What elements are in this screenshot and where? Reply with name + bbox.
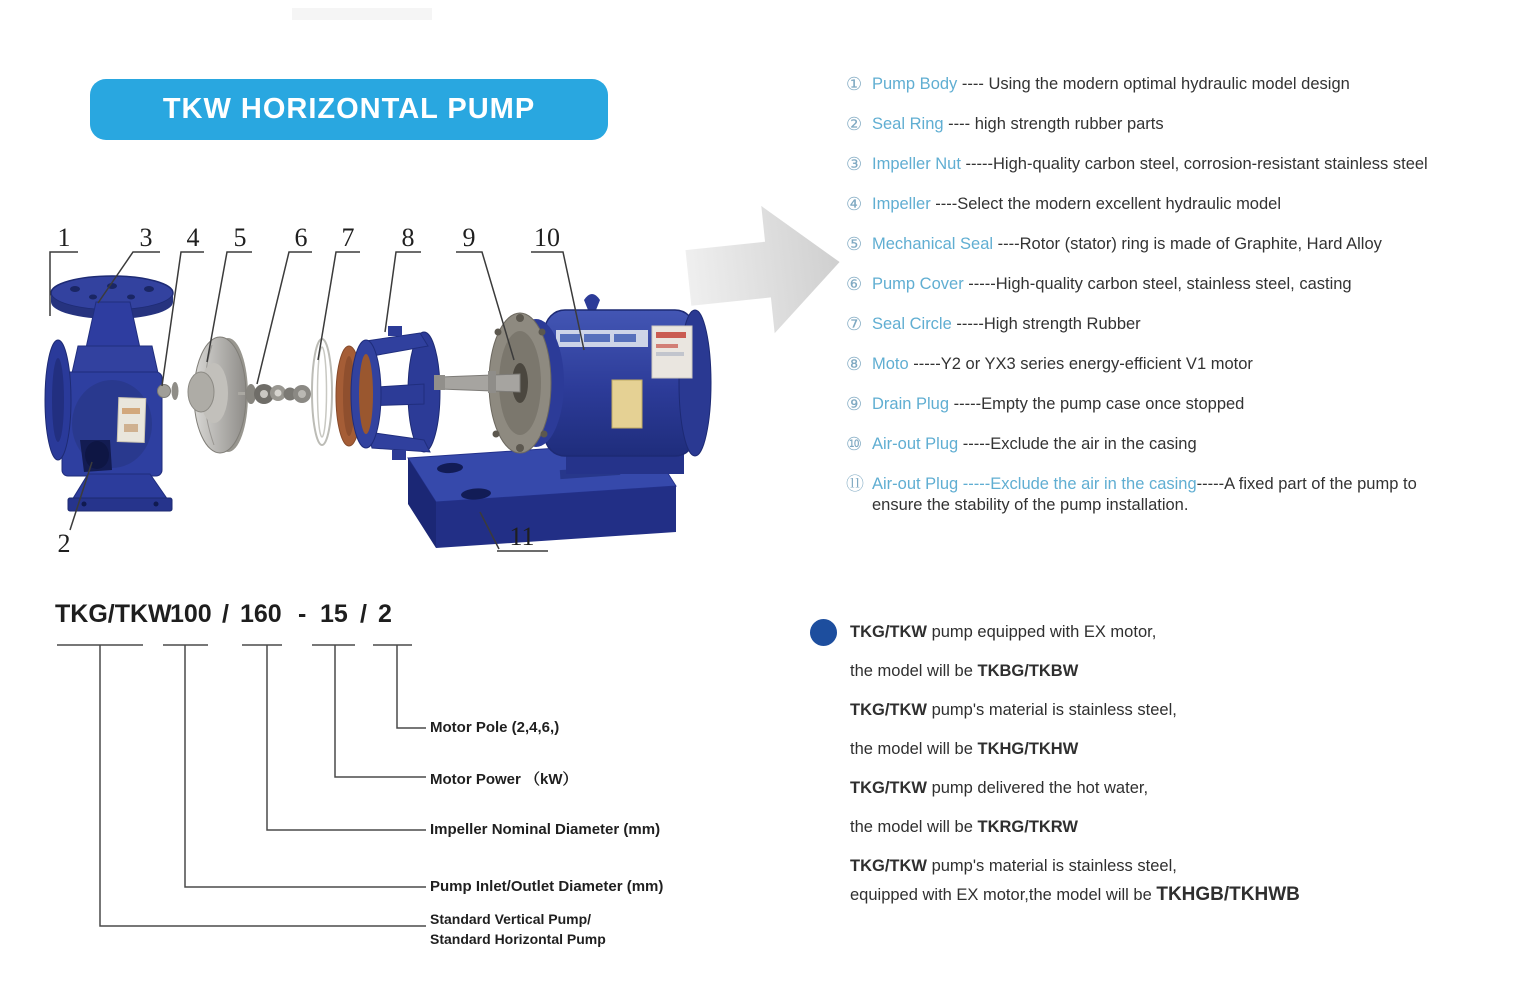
circled-number: ⑧ [846,354,863,374]
part-text [872,434,1197,455]
model-code-connectors [57,645,426,926]
part-desc: -----A fixed part of the pump to [1196,475,1417,493]
model-code-pole: 2 [378,600,392,628]
label-inlet-diameter: Pump Inlet/Outlet Diameter (mm) [430,878,664,895]
note-series: TKG/TKW [850,623,927,641]
model-note-line [850,817,1470,837]
callout-number-7: 7 [341,223,355,252]
page-title: TKW HORIZONTAL PUMP [162,93,536,125]
part-text [872,154,1428,175]
note-text: equipped with EX motor,the model will be [850,886,1157,904]
part-desc: -----High-quality carbon steel, corrosion-resistant stainless steel [960,155,1428,173]
circled-number: ④ [846,194,863,214]
model-note-line [850,739,1470,759]
part-desc: ----Rotor (stator) ring is made of Graphite, Hard Alloy [993,235,1382,253]
part-name: Mechanical Seal [872,235,994,253]
note-text: the model will be [850,662,978,680]
circled-number: ① [846,74,863,94]
note-text: pump's material is stainless steel, [926,701,1177,719]
part-desc: -----Y2 or YX3 series energy-efficient V1 motor [908,355,1253,373]
part-text [872,314,1141,335]
parts-list [846,74,1494,535]
part-text [872,474,1417,516]
part-name: Pump Body [872,75,958,93]
model-note-line [850,778,1470,798]
note-series: TKG/TKW [850,779,927,797]
callout-number-4: 4 [186,223,200,252]
label-impeller-diameter: Impeller Nominal Diameter (mm) [430,821,661,838]
model-note-line [850,885,1470,905]
note-series: TKG/TKW [850,701,927,719]
seal-circle-illustration [312,339,332,445]
part-list-item [846,194,1494,215]
callout-number-3: 3 [139,223,153,252]
note-model: TKHGB/TKHWB [1156,884,1300,905]
note-text: pump equipped with EX motor, [926,623,1157,641]
circled-number: ⑨ [846,394,863,414]
note-model: TKBG/TKBW [977,662,1079,680]
callout-number-2: 2 [57,529,71,558]
part-list-item [846,474,1494,516]
circled-number: ② [846,114,863,134]
part-name: Moto [872,355,909,373]
part-name: Pump Cover [872,275,964,293]
part-list-item [846,274,1494,295]
model-code [0,600,520,634]
bullet-dot-icon [810,619,837,646]
note-text: the model will be [850,818,978,836]
part-name: Seal Circle [872,315,952,333]
part-text [872,394,1244,415]
model-code-inlet: 100 [170,600,212,628]
part-desc: -----High-quality carbon steel, stainless steel, casting [963,275,1352,293]
part-list-item [846,434,1494,455]
label-pump-type-line2: Standard Horizontal Pump [430,931,606,947]
note-text: pump delivered the hot water, [926,779,1149,797]
model-code-impeller: 160 [240,600,282,628]
note-series: TKG/TKW [850,857,927,875]
circled-number: ⑥ [846,274,863,294]
model-note-line [850,622,1470,642]
arrow-right-icon [682,198,847,341]
model-code-dash: - [298,600,307,628]
part-list-item [846,154,1494,175]
model-code-power: 15 [320,600,348,628]
part-name: Air-out Plug [872,475,959,493]
part-name: Air-out Plug [872,435,959,453]
part-desc: -----High strength Rubber [951,315,1141,333]
note-text: the model will be [850,740,978,758]
callout-number-9: 9 [462,223,476,252]
part-list-item [846,74,1494,95]
part-desc: -----Empty the pump case once stopped [949,395,1245,413]
part-desc-line2: ensure the stability of the pump installation. [872,496,1189,514]
part-list-item [846,354,1494,375]
part-name: Impeller Nut [872,155,961,173]
part-text [872,114,1164,135]
model-code-separator: / [360,600,367,628]
callout-number-6: 6 [294,223,308,252]
circled-number: ⑤ [846,234,863,254]
pump-cover-illustration [336,326,440,460]
motor-illustration [434,294,711,474]
callout-number-1: 1 [57,223,71,252]
part-desc-blue: -----Exclude the air in the casing [958,475,1197,493]
callout-number-11: 11 [509,522,535,551]
part-desc: ---- high strength rubber parts [943,115,1164,133]
part-text [872,74,1350,95]
note-model: TKRG/TKRW [977,818,1078,836]
part-text [872,354,1253,375]
mechanical-seal-illustration [238,384,311,404]
pump-body-illustration [45,276,173,511]
circled-number: ⑩ [846,434,863,454]
impeller-illustration [158,337,249,453]
part-text [872,274,1352,295]
part-name: Drain Plug [872,395,950,413]
model-note-line [850,700,1470,720]
part-list-item [846,234,1494,255]
model-code-separator: / [222,600,229,628]
part-desc: -----Exclude the air in the casing [958,435,1197,453]
note-text: pump's material is stainless steel, [926,857,1177,875]
callout-number-8: 8 [401,223,415,252]
note-model: TKHG/TKHW [977,740,1079,758]
callout-number-10: 10 [534,223,560,252]
model-note-line [850,661,1470,681]
model-notes [850,622,1470,924]
circled-number: ③ [846,154,863,174]
label-motor-power: Motor Power （kW） [430,771,578,788]
part-text [872,234,1382,255]
model-note-line [850,856,1470,876]
title-banner [90,79,608,140]
circled-number: ⑦ [846,314,863,334]
part-list-item [846,394,1494,415]
part-name: Seal Ring [872,115,944,133]
circled-number: ⑪ [846,474,864,494]
page-artifact [292,8,432,20]
part-desc: ---- Using the modern optimal hydraulic model design [957,75,1350,93]
part-list-item [846,114,1494,135]
part-desc: ----Select the modern excellent hydraulic model [930,195,1282,213]
part-text [872,194,1281,215]
model-code-series: TKG/TKW [55,600,172,628]
part-list-item [846,314,1494,335]
callout-number-5: 5 [233,223,247,252]
label-pump-type-line1: Standard Vertical Pump/ [430,911,592,927]
part-name: Impeller [872,195,931,213]
label-motor-pole: Motor Pole (2,4,6,) [430,719,560,736]
